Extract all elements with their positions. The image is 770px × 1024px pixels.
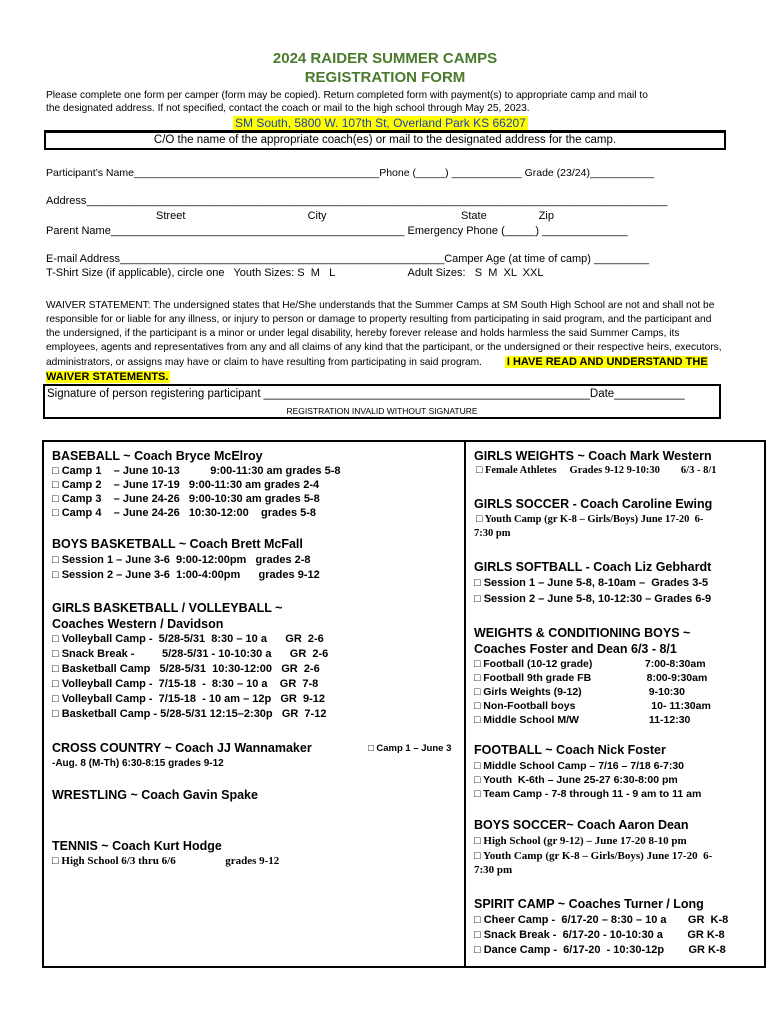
parent-name-field[interactable]: Parent Name________________________________________________ Emergency Phone (_____) ______________ (46, 225, 628, 237)
girls-weights-female-athletes[interactable]: □ Female Athletes Grades 9-12 9-10:30 6/3 - 8/1 (476, 465, 717, 476)
girls-weights-heading: GIRLS WEIGHTS ~ Coach Mark Western (474, 449, 712, 463)
girls-soccer-youth-time: 7:30 pm (474, 528, 511, 539)
form-title: 2024 RAIDER SUMMER CAMPS (272, 50, 498, 67)
basketball-camp-1[interactable]: □ Basketball Camp 5/28-5/31 10:30-12:00 GR 2-6 (52, 663, 320, 675)
waiver-statement (46, 299, 726, 385)
weights-conditioning-heading: WEIGHTS & CONDITIONING BOYS ~ (474, 626, 691, 640)
baseball-camp-2[interactable]: □ Camp 2 – June 17-19 9:00-11:30 am grades 2-4 (52, 479, 320, 491)
wrestling-heading: WRESTLING ~ Coach Gavin Spake (52, 788, 258, 802)
cross-country-camp-1[interactable]: □ Camp 1 – June 3 (368, 743, 452, 754)
softball-session-2[interactable]: □ Session 2 – June 5-8, 10-12:30 – Grades 6-9 (474, 593, 712, 605)
volleyball-camp-1[interactable]: □ Volleyball Camp - 5/28-5/31 8:30 – 10 a GR 2-6 (52, 633, 324, 645)
boys-soccer-heading: BOYS SOCCER~ Coach Aaron Dean (474, 818, 689, 832)
boys-soccer-youth-time: 7:30 pm (474, 864, 513, 876)
boys-basketball-session-2[interactable]: □ Session 2 – June 3-6 1:00-4:00pm grades 9-12 (52, 569, 320, 581)
spirit-dance-camp[interactable]: □ Dance Camp - 6/17-20 - 10:30-12p GR K-8 (474, 944, 726, 956)
weights-middle-school[interactable]: □ Middle School M/W 11-12:30 (474, 714, 691, 726)
tshirt-size-field[interactable]: T-Shirt Size (if applicable), circle one Youth Sizes: S M L Adult Sizes: S M XL XXL (46, 267, 544, 279)
tennis-high-school[interactable]: □ High School 6/3 thru 6/6 grades 9-12 (52, 855, 280, 867)
participant-name-field[interactable]: Participant’s Name__________________________________________Phone (_____) ____________ Grade (23/24)___________ (46, 167, 655, 179)
email-field[interactable]: E-mail Address_____________________________________________________Camper Age (at time of camp) _________ (46, 253, 650, 265)
girls-softball-heading: GIRLS SOFTBALL - Coach Liz Gebhardt (474, 560, 712, 574)
softball-session-1[interactable]: □ Session 1 – June 5-8, 8-10am – Grades 3-5 (474, 577, 709, 589)
cross-country-heading: CROSS COUNTRY ~ Coach JJ Wannamaker (52, 741, 312, 755)
tennis-heading: TENNIS ~ Coach Kurt Hodge (52, 839, 222, 853)
spirit-snack-break[interactable]: □ Snack Break - 6/17-20 - 10-10:30 a GR K-8 (474, 929, 725, 941)
boys-basketball-heading: BOYS BASKETBALL ~ Coach Brett McFall (52, 537, 303, 551)
volleyball-camp-2[interactable]: □ Volleyball Camp - 7/15-18 - 8:30 – 10 a GR 7-8 (52, 678, 319, 690)
mailing-address: SM South, 5800 W. 107th St, Overland Park KS 66207 (235, 116, 526, 130)
boys-soccer-high-school[interactable]: □ High School (gr 9-12) – June 17-20 8-10 pm (474, 835, 687, 847)
spirit-camp-heading: SPIRIT CAMP ~ Coaches Turner / Long (474, 897, 704, 911)
signature-field[interactable]: Signature of person registering participant ___________________________________________________Date___________ (47, 388, 685, 400)
football-heading: FOOTBALL ~ Coach Nick Foster (474, 743, 666, 757)
instructions (46, 89, 736, 115)
signature-box[interactable] (43, 384, 721, 419)
care-of-note: C/O the name of the appropriate coach(es) or mail to the designated address for the camp. (44, 130, 726, 150)
football-youth-camp[interactable]: □ Youth K-6th – June 25-27 6:30-8:00 pm (474, 774, 678, 786)
weights-conditioning-coaches: Coaches Foster and Dean 6/3 - 8/1 (474, 642, 677, 656)
weights-girls[interactable]: □ Girls Weights (9-12) 9-10:30 (474, 686, 685, 698)
boys-basketball-session-1[interactable]: □ Session 1 – June 3-6 9:00-12:00pm grades 2-8 (52, 554, 311, 566)
cross-country-dates: -Aug. 8 (M-Th) 6:30-8:15 grades 9-12 (52, 758, 224, 769)
girls-basketball-coaches: Coaches Western / Davidson (52, 617, 224, 631)
baseball-heading: BASEBALL ~ Coach Bryce McElroy (52, 449, 263, 463)
camps-table (42, 440, 766, 968)
girls-basketball-heading: GIRLS BASKETBALL / VOLLEYBALL ~ (52, 601, 283, 615)
volleyball-camp-3[interactable]: □ Volleyball Camp - 7/15-18 - 10 am – 12p GR 9-12 (52, 693, 325, 705)
weights-football-10-12[interactable]: □ Football (10-12 grade) 7:00-8:30am (474, 658, 706, 670)
weights-football-9th[interactable]: □ Football 9th grade FB 8:00-9:30am (474, 672, 708, 684)
instructions-line-2: the designated address. If not specified, contact the coach or mail to the high school through May 25, 2023. (46, 103, 530, 114)
address-field[interactable]: Address_______________________________________________________________________________________________ (46, 195, 668, 207)
girls-soccer-heading: GIRLS SOCCER - Coach Caroline Ewing (474, 497, 713, 511)
baseball-camp-3[interactable]: □ Camp 3 – June 24-26 9:00-10:30 am grades 5-8 (52, 493, 320, 505)
boys-soccer-youth-camp[interactable]: □ Youth Camp (gr K-8 – Girls/Boys) June 17-20 6- (474, 850, 713, 862)
snack-break-1[interactable]: □ Snack Break - 5/28-5/31 - 10-10:30 a GR 2-6 (52, 648, 329, 660)
girls-soccer-youth-camp[interactable]: □ Youth Camp (gr K-8 – Girls/Boys) June 17-20 6- (476, 514, 704, 525)
address-labels: Street City State Zip (46, 210, 554, 222)
baseball-camp-1[interactable]: □ Camp 1 – June 10-13 9:00-11:30 am grades 5-8 (52, 465, 341, 477)
basketball-camp-2[interactable]: □ Basketball Camp - 5/28-5/31 12:15–2:30p GR 7-12 (52, 708, 327, 720)
football-middle-school-camp[interactable]: □ Middle School Camp – 7/16 – 7/18 6-7:30 (474, 760, 685, 772)
football-team-camp[interactable]: □ Team Camp - 7-8 through 11 - 9 am to 11 am (474, 788, 702, 800)
signature-required-note: REGISTRATION INVALID WITHOUT SIGNATURE (286, 406, 478, 416)
baseball-camp-4[interactable]: □ Camp 4 – June 24-26 10:30-12:00 grades 5-8 (52, 507, 317, 519)
weights-non-football-boys[interactable]: □ Non-Football boys 10- 11:30am (474, 700, 711, 712)
waiver-acknowledgement: I HAVE READ AND UNDERSTAND THE WAIVER STATEMENTS. (46, 356, 708, 383)
instructions-line-1: Please complete one form per camper (form may be copied). Return completed form with payment(s) to appropriate camp and mail to (46, 90, 648, 101)
waiver-text: WAIVER STATEMENT: The undersigned states that He/She understands that the Summer Camps at SM South High School are not and shall not be responsible for or liable for any illness, or injury to person or damage to property resulting from participating in said program, and the participant and the undersigned, if the participant is a minor or under legal disability, hereby forever release and holds harmless the said Summer Camps, its employees, agents and representatives from any and all claims of any kind that the participant, or the undersigned or their respective heirs, executors, administrators, or assigns may have or claim to have resulting from participating in said program. (46, 300, 722, 368)
column-divider (464, 442, 466, 966)
spirit-cheer-camp[interactable]: □ Cheer Camp - 6/17-20 – 8:30 – 10 a GR K-8 (474, 914, 729, 926)
form-subtitle: REGISTRATION FORM (304, 69, 466, 86)
